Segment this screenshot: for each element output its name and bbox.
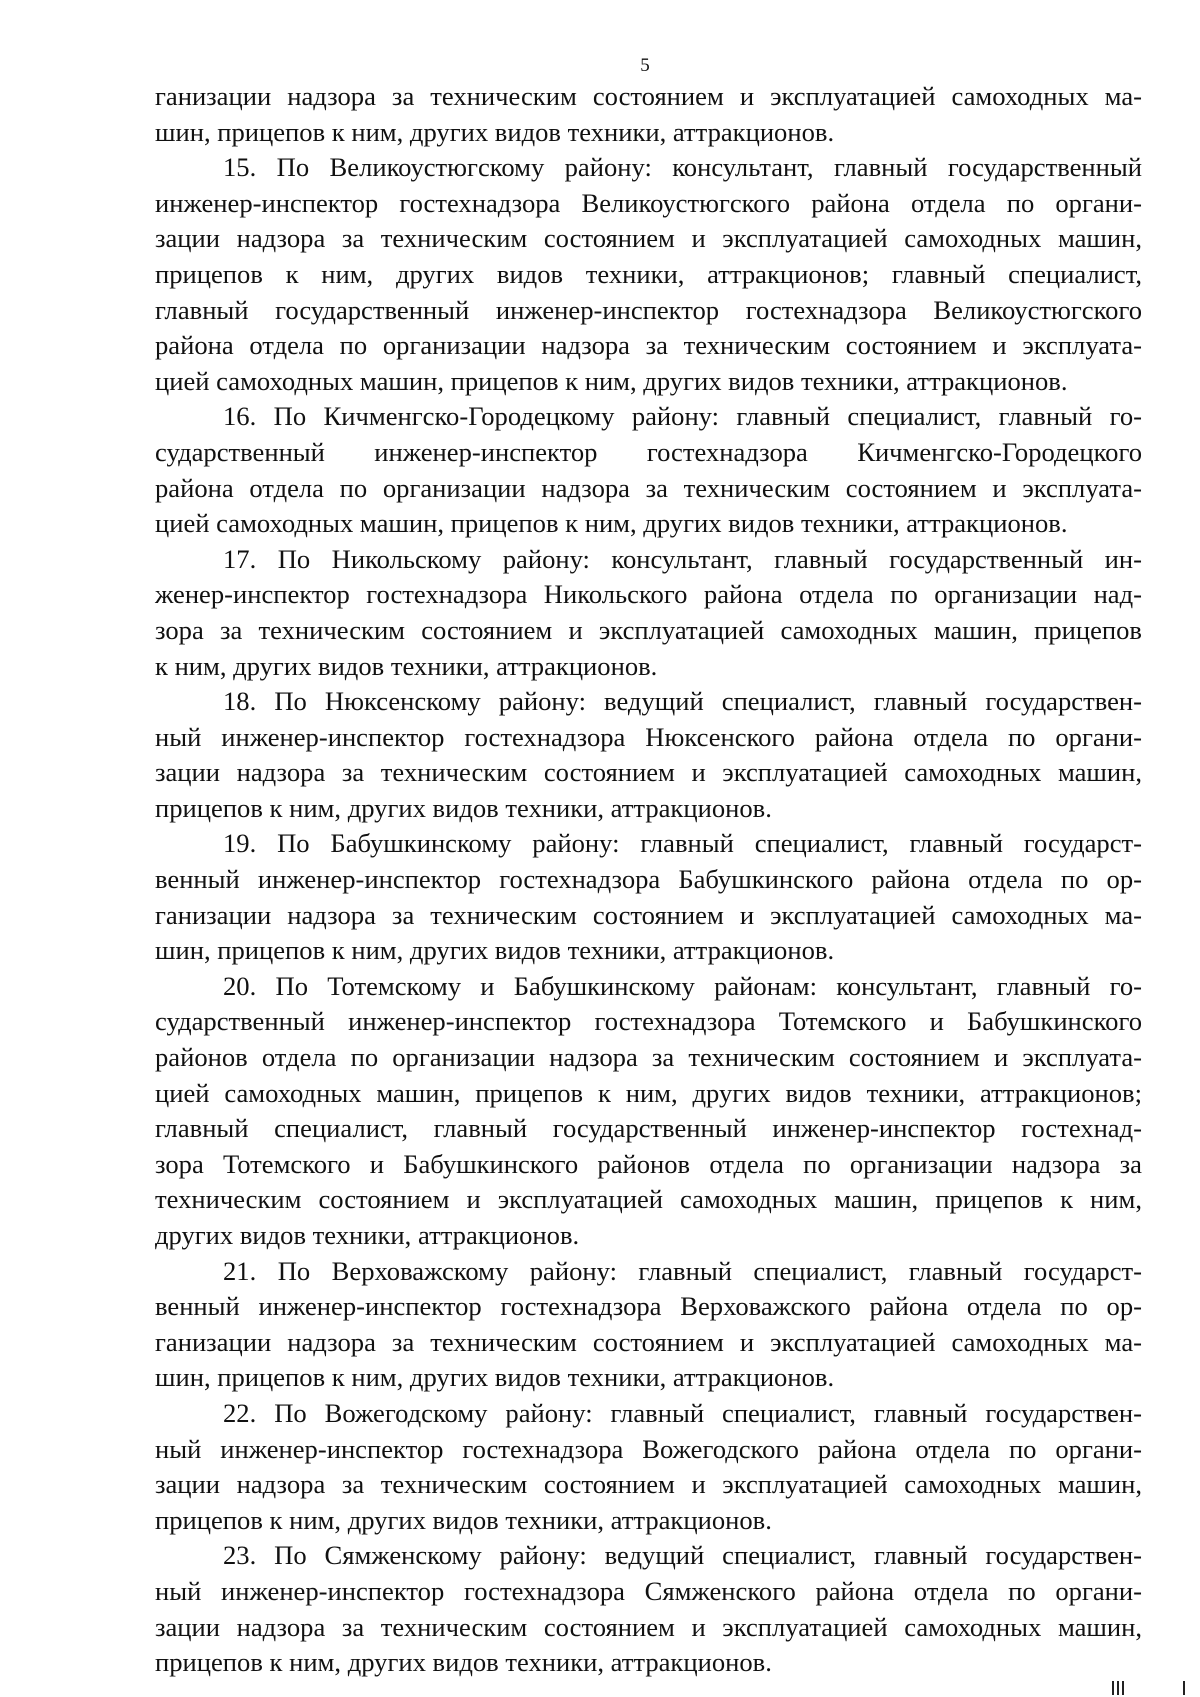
text-line: 23. По Сямженскому району: ведущий специалист, главный государствен- bbox=[223, 1540, 1142, 1571]
paragraph-continuation bbox=[155, 79, 1142, 150]
text-line: сударственный инженер-инспектор гостехнадзора Тотемского и Бабушкинского bbox=[155, 1006, 1142, 1037]
text-line: зации надзора за техническим состоянием и эксплуатацией самоходных машин, bbox=[155, 1611, 1142, 1642]
text-line: зации надзора за техническим состоянием и эксплуатацией самоходных машин, bbox=[155, 1469, 1142, 1500]
text-line: прицепов к ним, других видов техники, аттракционов. bbox=[155, 1647, 772, 1678]
text-line: 17. По Никольскому району: консультант, главный государственный ин- bbox=[223, 543, 1142, 574]
scan-artifact-mark bbox=[1183, 1681, 1185, 1695]
text-line: ганизации надзора за техническим состоянием и эксплуатацией самоходных ма- bbox=[155, 1326, 1142, 1357]
text-line: ный инженер-инспектор гостехнадзора Сямженского района отдела по органи- bbox=[155, 1575, 1142, 1606]
text-line: ный инженер-инспектор гостехнадзора Вожегодского района отдела по органи- bbox=[155, 1433, 1142, 1464]
text-line: шин, прицепов к ним, других видов техники, аттракционов. bbox=[155, 935, 835, 966]
text-line: главный государственный инженер-инспектор гостехнадзора Великоустюгского bbox=[155, 294, 1142, 325]
scan-artifact-mark bbox=[1122, 1681, 1124, 1695]
text-line: 15. По Великоустюгскому району: консультант, главный государственный bbox=[223, 152, 1142, 183]
text-line: зации надзора за техническим состоянием и эксплуатацией самоходных машин, bbox=[155, 223, 1142, 254]
paragraph-item-19 bbox=[155, 826, 1142, 968]
text-line: сударственный инженер-инспектор гостехнадзора Кичменгско-Городецкого bbox=[155, 436, 1142, 467]
text-line: 20. По Тотемскому и Бабушкинскому районам: консультант, главный го- bbox=[223, 970, 1142, 1001]
text-line: 21. По Верховажскому району: главный специалист, главный государст- bbox=[223, 1255, 1142, 1286]
text-line: зации надзора за техническим состоянием и эксплуатацией самоходных машин, bbox=[155, 757, 1142, 788]
text-line: шин, прицепов к ним, других видов техники, аттракционов. bbox=[155, 1362, 835, 1393]
page-number: 5 bbox=[640, 55, 650, 76]
text-line: района отдела по организации надзора за техническим состоянием и эксплуата- bbox=[155, 330, 1142, 361]
text-line: техническим состоянием и эксплуатацией самоходных машин, прицепов к ним, bbox=[155, 1184, 1142, 1215]
paragraph-item-22 bbox=[155, 1396, 1142, 1538]
paragraph-item-18 bbox=[155, 684, 1142, 826]
text-line: венный инженер-инспектор гостехнадзора Верховажского района отдела по ор- bbox=[155, 1291, 1142, 1322]
text-line: ганизации надзора за техническим состоянием и эксплуатацией самоходных ма- bbox=[155, 81, 1142, 111]
text-line: зора за техническим состоянием и эксплуатацией самоходных машин, прицепов bbox=[155, 614, 1142, 645]
text-line: 16. По Кичменгско-Городецкому району: главный специалист, главный го- bbox=[223, 401, 1142, 432]
text-line: прицепов к ним, других видов техники, аттракционов. bbox=[155, 1504, 772, 1535]
text-line: венный инженер-инспектор гостехнадзора Бабушкинского района отдела по ор- bbox=[155, 864, 1142, 895]
text-line: цией самоходных машин, прицепов к ним, других видов техники, аттракционов. bbox=[155, 508, 1068, 539]
text-line: 22. По Вожегодскому району: главный специалист, главный государствен- bbox=[223, 1397, 1142, 1428]
text-line: 18. По Нюксенскому району: ведущий специалист, главный государствен- bbox=[223, 686, 1142, 717]
text-line: к ним, других видов техники, аттракционов. bbox=[155, 650, 658, 681]
text-line: прицепов к ним, других видов техники, аттракционов; главный специалист, bbox=[155, 258, 1142, 289]
scan-artifact-mark bbox=[1117, 1681, 1119, 1695]
paragraph-item-20 bbox=[155, 969, 1142, 1254]
text-line: инженер-инспектор гостехнадзора Великоустюгского района отдела по органи- bbox=[155, 187, 1142, 218]
text-line: шин, прицепов к ним, других видов техники, аттракционов. bbox=[155, 116, 835, 147]
text-line: прицепов к ним, других видов техники, аттракционов. bbox=[155, 792, 772, 823]
text-line: цией самоходных машин, прицепов к ним, других видов техники, аттракционов; bbox=[155, 1077, 1142, 1108]
text-line: главный специалист, главный государственный инженер-инспектор гостехнад- bbox=[155, 1113, 1142, 1144]
paragraph-item-15 bbox=[155, 150, 1142, 399]
text-line: 19. По Бабушкинскому району: главный специалист, главный государст- bbox=[223, 828, 1142, 859]
document-body bbox=[155, 79, 1142, 1681]
scan-artifact-mark bbox=[1112, 1681, 1114, 1695]
paragraph-item-17 bbox=[155, 542, 1142, 684]
text-line: района отдела по организации надзора за техническим состоянием и эксплуата- bbox=[155, 472, 1142, 503]
text-line: районов отдела по организации надзора за техническим состоянием и эксплуата- bbox=[155, 1042, 1142, 1073]
text-line: женер-инспектор гостехнадзора Никольского района отдела по организации над- bbox=[155, 579, 1142, 610]
paragraph-item-16 bbox=[155, 399, 1142, 541]
text-line: ный инженер-инспектор гостехнадзора Нюксенского района отдела по органи- bbox=[155, 721, 1142, 752]
paragraph-item-23 bbox=[155, 1538, 1142, 1680]
paragraph-item-21 bbox=[155, 1254, 1142, 1396]
text-line: цией самоходных машин, прицепов к ним, других видов техники, аттракционов. bbox=[155, 365, 1068, 396]
text-line: ганизации надзора за техническим состоянием и эксплуатацией самоходных ма- bbox=[155, 899, 1142, 930]
text-line: зора Тотемского и Бабушкинского районов отдела по организации надзора за bbox=[155, 1148, 1142, 1179]
text-line: других видов техники, аттракционов. bbox=[155, 1220, 580, 1250]
